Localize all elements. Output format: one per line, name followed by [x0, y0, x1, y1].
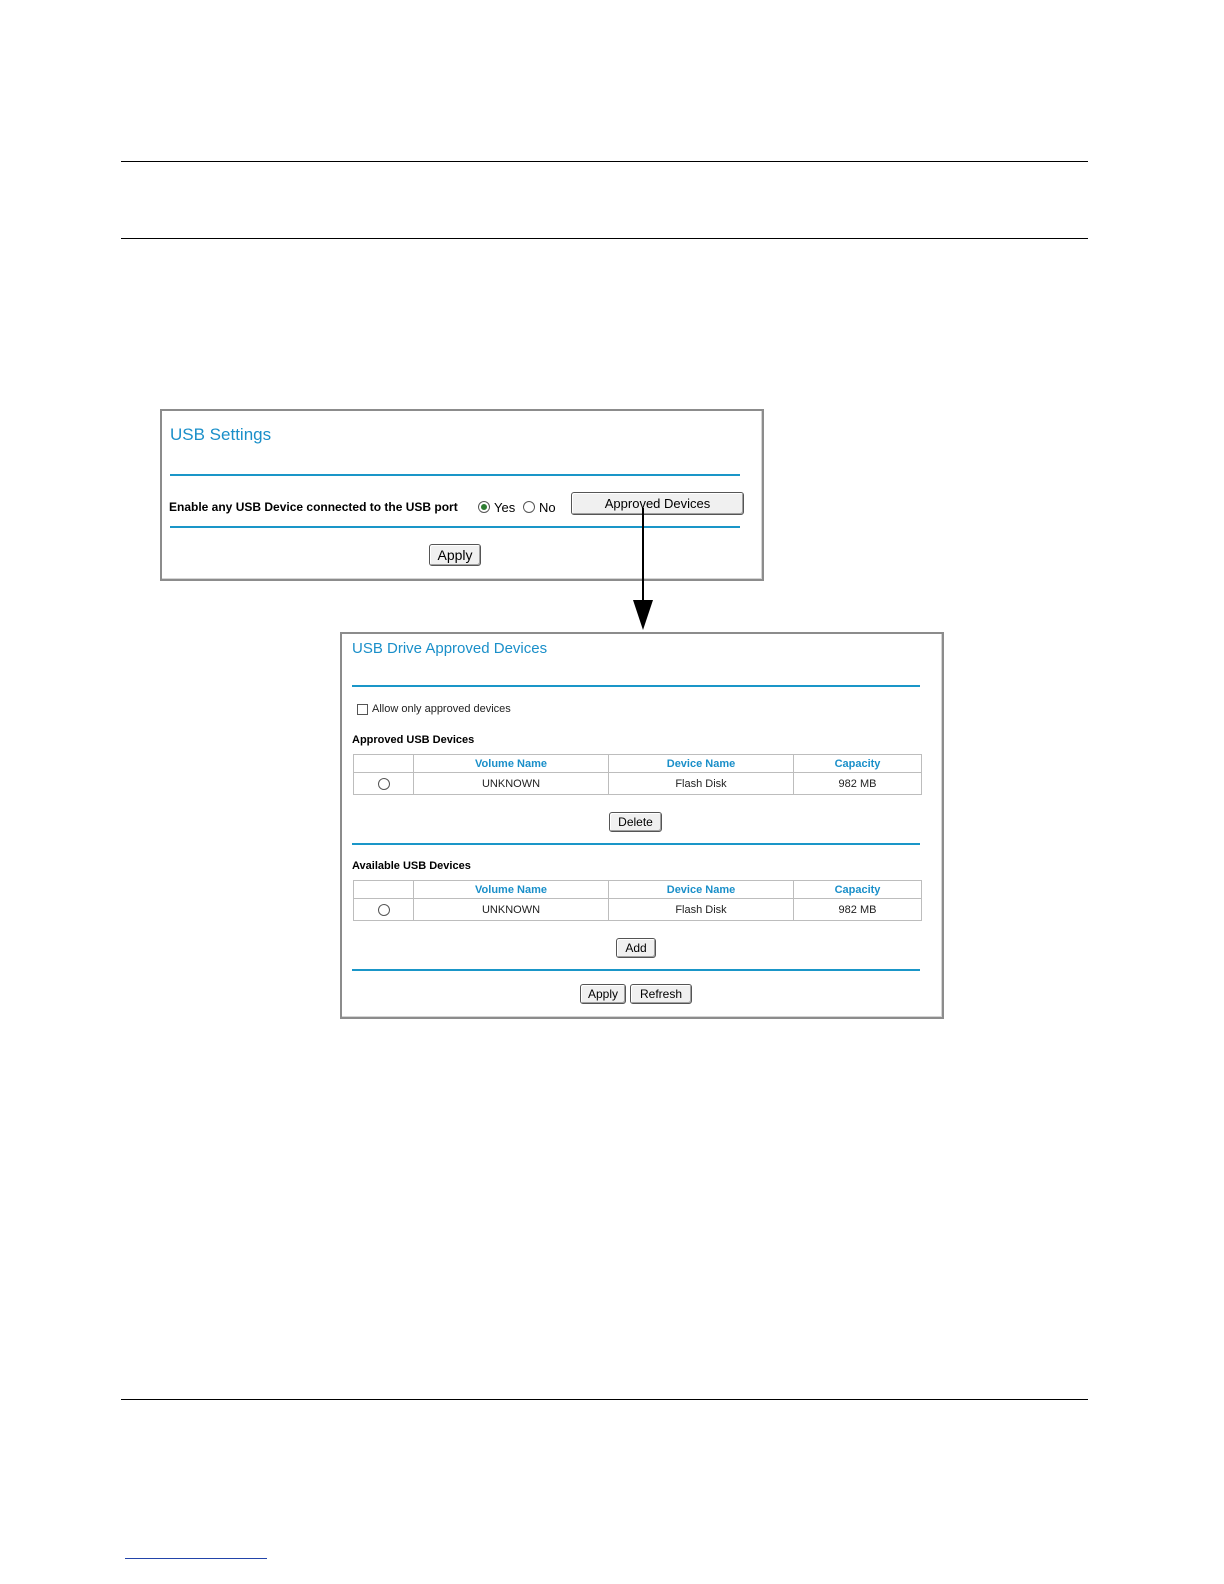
- footer-rule: [121, 1399, 1088, 1400]
- enable-yes-label: Yes: [494, 500, 516, 515]
- refresh-button[interactable]: Refresh: [630, 984, 692, 1004]
- flow-arrow: [628, 508, 658, 638]
- table-row: [354, 899, 922, 921]
- approved-devices-divider-middle: [352, 843, 920, 845]
- row-select-radio[interactable]: [378, 904, 390, 916]
- footer-link-underline: [125, 1558, 267, 1559]
- row-select-cell: [354, 773, 414, 795]
- enable-usb-label: Enable any USB Device connected to the USB port: [169, 500, 458, 514]
- column-header-device-name: Device Name: [609, 755, 794, 773]
- delete-button[interactable]: Delete: [609, 812, 662, 832]
- available-devices-table: [353, 880, 922, 921]
- column-header-volume-name: Volume Name: [414, 755, 609, 773]
- capacity-cell: 982 MB: [794, 773, 922, 795]
- column-header-device-name: Device Name: [609, 881, 794, 899]
- approved-devices-title: USB Drive Approved Devices: [352, 640, 548, 657]
- enable-yes-radio[interactable]: [478, 501, 490, 513]
- header-rule-bottom: [121, 238, 1088, 239]
- table-header-row: [354, 755, 922, 773]
- enable-no-label: No: [539, 500, 556, 515]
- enable-no-radio[interactable]: [523, 501, 535, 513]
- column-header-capacity: Capacity: [794, 881, 922, 899]
- available-usb-devices-heading: Available USB Devices: [352, 860, 471, 872]
- volume-name-cell: UNKNOWN: [414, 899, 609, 921]
- approved-devices-panel: [340, 632, 944, 1019]
- column-header-volume-name: Volume Name: [414, 881, 609, 899]
- row-select-radio[interactable]: [378, 778, 390, 790]
- column-header-select: [354, 755, 414, 773]
- usb-settings-panel: [160, 409, 764, 581]
- approved-devices-button[interactable]: Approved Devices: [571, 492, 744, 515]
- table-header-row: [354, 881, 922, 899]
- device-name-cell: Flash Disk: [609, 899, 794, 921]
- approved-usb-devices-heading: Approved USB Devices: [352, 734, 475, 746]
- column-header-select: [354, 881, 414, 899]
- approved-devices-table: [353, 754, 922, 795]
- header-rule-top: [121, 161, 1088, 162]
- device-name-cell: Flash Disk: [609, 773, 794, 795]
- table-row: [354, 773, 922, 795]
- volume-name-cell: UNKNOWN: [414, 773, 609, 795]
- capacity-cell: 982 MB: [794, 899, 922, 921]
- add-button[interactable]: Add: [616, 938, 656, 958]
- column-header-capacity: Capacity: [794, 755, 922, 773]
- approved-devices-apply-button[interactable]: Apply: [580, 984, 626, 1004]
- allow-only-approved-checkbox[interactable]: [357, 704, 368, 715]
- usb-settings-title: USB Settings: [170, 425, 272, 444]
- allow-only-approved-label: Allow only approved devices: [372, 703, 511, 715]
- row-select-cell: [354, 899, 414, 921]
- approved-devices-divider-bottom: [352, 969, 920, 971]
- approved-devices-divider-top: [352, 685, 920, 687]
- usb-settings-apply-button[interactable]: Apply: [429, 544, 481, 566]
- usb-settings-divider-top: [170, 474, 740, 476]
